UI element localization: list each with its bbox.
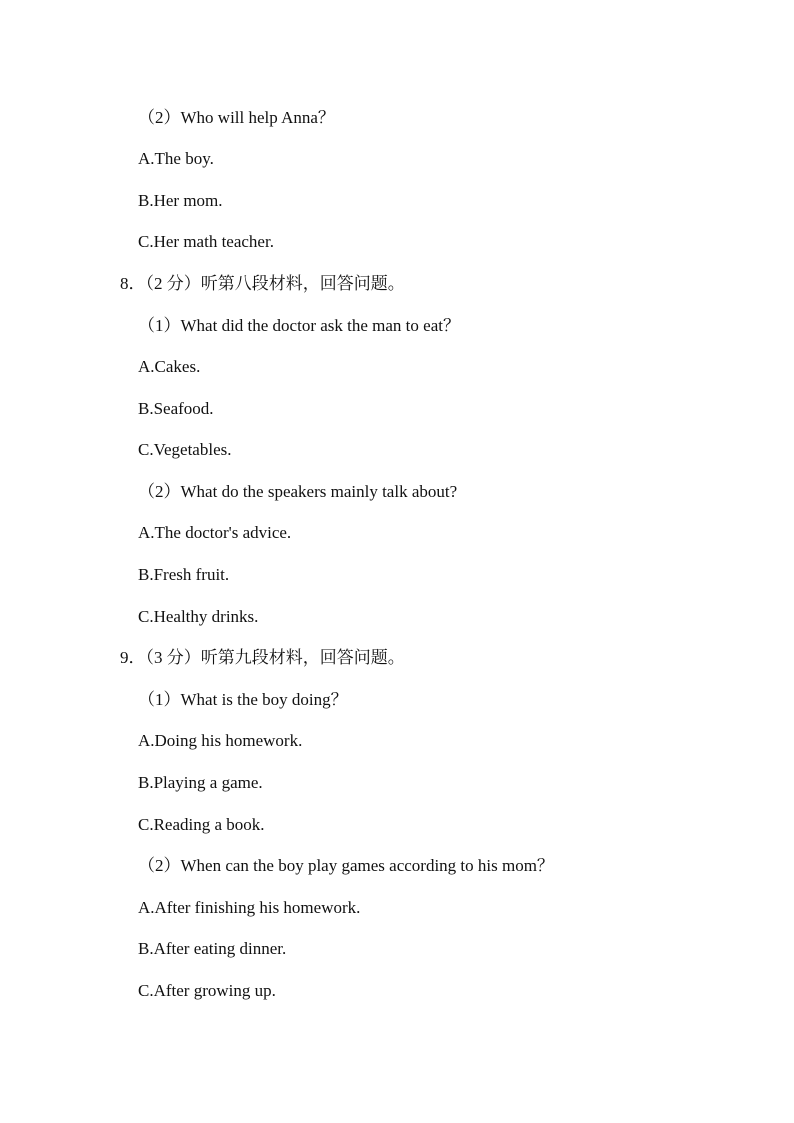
- question-9-header: 9．（3 分）听第九段材料，回答问题。: [120, 648, 405, 667]
- sub-question-8-2: （2）What do the speakers mainly talk about?: [138, 482, 458, 501]
- option-9-1-b: B.Playing a game.: [138, 773, 263, 792]
- sub-question-8-1: （1）What did the doctor ask the man to eat？: [138, 316, 460, 335]
- option-9-2-b: B.After eating dinner.: [138, 939, 287, 958]
- option-8-1-a: A.Cakes.: [138, 357, 201, 376]
- option-8-1-c: C.Vegetables.: [138, 440, 232, 459]
- option-9-1-c: C.Reading a book.: [138, 815, 265, 834]
- sub-question-9-2: （2）When can the boy play games according to his mom？: [138, 856, 554, 875]
- option-8-2-b: B.Fresh fruit.: [138, 565, 230, 584]
- option-8-2-a: A.The doctor's advice.: [138, 523, 292, 542]
- option-7-2-a: A.The boy.: [138, 149, 214, 168]
- option-9-2-c: C.After growing up.: [138, 981, 276, 1000]
- option-7-2-b: B.Her mom.: [138, 191, 223, 210]
- option-7-2-c: C.Her math teacher.: [138, 232, 274, 251]
- option-9-1-a: A.Doing his homework.: [138, 731, 303, 750]
- sub-question-7-2: （2）Who will help Anna？: [138, 108, 335, 127]
- question-8-header: 8．（2 分）听第八段材料，回答问题。: [120, 274, 405, 293]
- sub-question-9-1: （1）What is the boy doing？: [138, 690, 348, 709]
- option-9-2-a: A.After finishing his homework.: [138, 898, 361, 917]
- option-8-1-b: B.Seafood.: [138, 399, 214, 418]
- option-8-2-c: C.Healthy drinks.: [138, 607, 259, 626]
